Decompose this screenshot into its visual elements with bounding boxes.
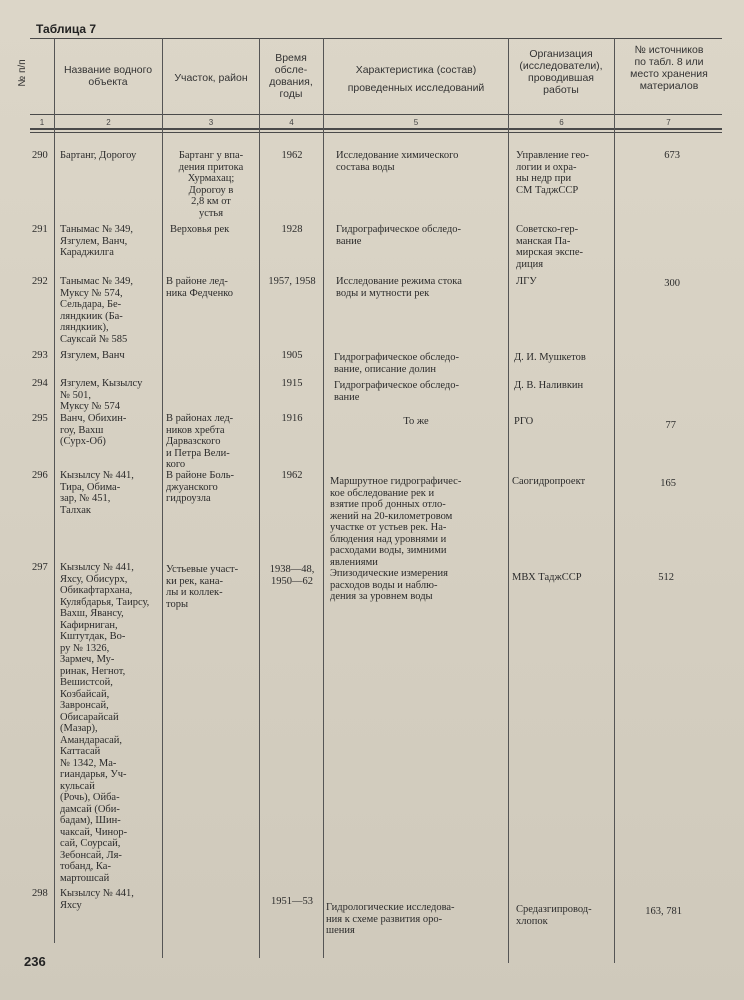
row-291-research: Гидрографическое обследо- вание xyxy=(336,224,461,247)
row-290-area: Бартанг у впа- дения притока Хурмахац; Дорогоу в 2,8 км от устья xyxy=(178,150,244,219)
row-290-research: Исследование химического состава воды xyxy=(336,150,459,173)
col-divider-6 xyxy=(614,38,615,963)
colnum-6: 6 xyxy=(559,118,564,127)
row-296-source: 165 xyxy=(660,478,676,489)
row-298-object: Кызылсу № 441, Яхсу xyxy=(60,888,134,911)
row-297-organization: МВХ ТаджССР xyxy=(512,572,582,583)
row-291-area: Верховья рек xyxy=(170,224,230,235)
row-292-years: 1957, 1958 xyxy=(268,276,316,287)
row-296-object: Кызылсу № 441, Тира, Обима- зар, № 451, Талхак xyxy=(60,470,134,516)
row-296-organization: Саогидропроект xyxy=(512,476,586,487)
col-divider-1 xyxy=(54,38,55,943)
row-291-years: 1928 xyxy=(281,224,303,235)
header-number: № п/п xyxy=(17,59,28,87)
row-295-source: 77 xyxy=(665,420,676,431)
colnum-5: 5 xyxy=(413,118,419,127)
row-295-area: В районах лед- ников хребта Дарвазского и Петра Вели- кого xyxy=(166,413,234,470)
row-295-organization: РГО xyxy=(514,416,534,427)
row-290-object: Бартанг, Дорогоу xyxy=(60,150,137,161)
header-research-b: проведенных исследований xyxy=(347,82,485,94)
row-297-area: Устьевые участ- ки рек, кана- лы и коллек- торы xyxy=(166,564,239,610)
row-293-years: 1905 xyxy=(281,350,303,361)
row-295-years: 1916 xyxy=(281,413,303,424)
row-297-research: Эпизодические измерения расходов воды и наблю- дения за уровнем воды xyxy=(330,568,448,602)
row-291-number: 291 xyxy=(32,224,48,235)
row-292-area: В районе лед- ника Федченко xyxy=(166,276,234,299)
page-number: 236 xyxy=(24,954,46,969)
colnum-bottom-rule xyxy=(30,128,722,130)
row-292-organization: ЛГУ xyxy=(516,276,537,287)
row-291-organization: Советско-гер- манская Па- мирская экспе- диция xyxy=(516,224,584,270)
row-294-object: Язгулем, Кызылсу № 501, Муксу № 574 xyxy=(60,378,143,412)
col-divider-4 xyxy=(323,38,324,958)
row-297-number: 297 xyxy=(32,562,48,573)
colnum-1: 1 xyxy=(39,118,45,127)
row-295-research: То же xyxy=(403,416,429,427)
row-290-number: 290 xyxy=(32,150,48,161)
row-297-object: Кызылсу № 441, Яхсу, Обисурх, Обикафтархана, Кулябдарья, Таирсу, Вахш, Явансу, Кафирниган, Кштутдак, Во- ру № 1326, Зармеч, Му- ринак, Негнот, Вешистсой, Козбайсай, Завронсай, Обисарайсай (Мазар), Амандарасай, Каттасай № 1342, Ма- гиандарья, Уч- кульсай (Рочь), Ойба- дамсай (Оби- бадам), Шин- чаксай, Чинор- сай, Соурсай, Зебонсай, Ля- тобанд, Ка- мартошсай xyxy=(60,562,150,884)
header-organization: Организация (исследователи), проводившая работы xyxy=(519,48,603,96)
col-divider-3 xyxy=(259,38,260,958)
row-293-organization: Д. И. Мушкетов xyxy=(514,352,586,363)
colnum-bottom-rule-2 xyxy=(30,132,722,133)
row-296-years: 1962 xyxy=(281,470,303,481)
row-292-object: Танымас № 349, Муксу № 574, Сельдара, Бе- ляндкиик (Ба- ляндкиик), Сауксай № 585 xyxy=(60,276,134,345)
row-298-organization: Средазгипровод- хлопок xyxy=(516,904,592,927)
row-296-area: В районе Боль- джуанского гидроузла xyxy=(166,470,234,504)
row-298-years: 1951—53 xyxy=(271,896,313,907)
header-research-a: Характеристика (состав) xyxy=(355,64,477,76)
row-296-number: 296 xyxy=(32,470,48,481)
row-293-research: Гидрографическое обследо- вание, описание долин xyxy=(334,352,459,375)
row-290-source: 673 xyxy=(664,150,680,161)
row-297-years: 1938—48, 1950—62 xyxy=(269,564,315,587)
row-290-years: 1962 xyxy=(281,150,303,161)
header-area: Участок, район xyxy=(174,72,248,84)
row-295-object: Ванч, Обихин- гоу, Вахш (Сурх-Об) xyxy=(60,413,127,447)
header-sources: № источников по табл. 8 или место хранения материалов xyxy=(630,44,708,92)
row-294-organization: Д. В. Наливкин xyxy=(514,380,584,391)
header-object-name: Название водного объекта xyxy=(63,64,153,88)
row-297-source: 512 xyxy=(658,572,674,583)
row-291-object: Танымас № 349, Язгулем, Ванч, Караджилга xyxy=(60,224,134,258)
header-bottom-rule xyxy=(30,114,722,115)
header-top-rule xyxy=(30,38,722,39)
row-298-research: Гидрологические исследова- ния к схеме развития оро- шения xyxy=(326,902,455,936)
row-295-number: 295 xyxy=(32,413,48,424)
row-292-research: Исследование режима стока воды и мутности рек xyxy=(336,276,462,299)
row-294-years: 1915 xyxy=(281,378,303,389)
row-292-source: 300 xyxy=(664,278,680,289)
row-298-source: 163, 781 xyxy=(645,906,682,917)
row-298-number: 298 xyxy=(32,888,48,899)
colnum-2: 2 xyxy=(106,118,111,127)
col-divider-2 xyxy=(162,38,163,958)
row-290-organization: Управление гео- логии и охра- ны недр при СМ ТаджССР xyxy=(516,150,589,196)
header-years: Время обсле- дования, годы xyxy=(269,52,313,100)
colnum-4: 4 xyxy=(289,118,294,127)
colnum-7: 7 xyxy=(666,118,671,127)
row-294-number: 294 xyxy=(32,378,48,389)
row-293-object: Язгулем, Ванч xyxy=(60,350,125,361)
colnum-3: 3 xyxy=(208,118,214,127)
row-292-number: 292 xyxy=(32,276,48,287)
table-caption: Таблица 7 xyxy=(36,22,97,36)
row-294-research: Гидрографическое обследо- вание xyxy=(334,380,459,403)
row-293-number: 293 xyxy=(32,350,48,361)
row-296-research: Маршрутное гидрографичес- кое обследование рек и взятие проб донных отло- жений на 20-километровом участке от устьев рек. На- блюдения над уровнями и расходами воды, зимними явлениями xyxy=(330,476,462,568)
col-divider-5 xyxy=(508,38,509,963)
